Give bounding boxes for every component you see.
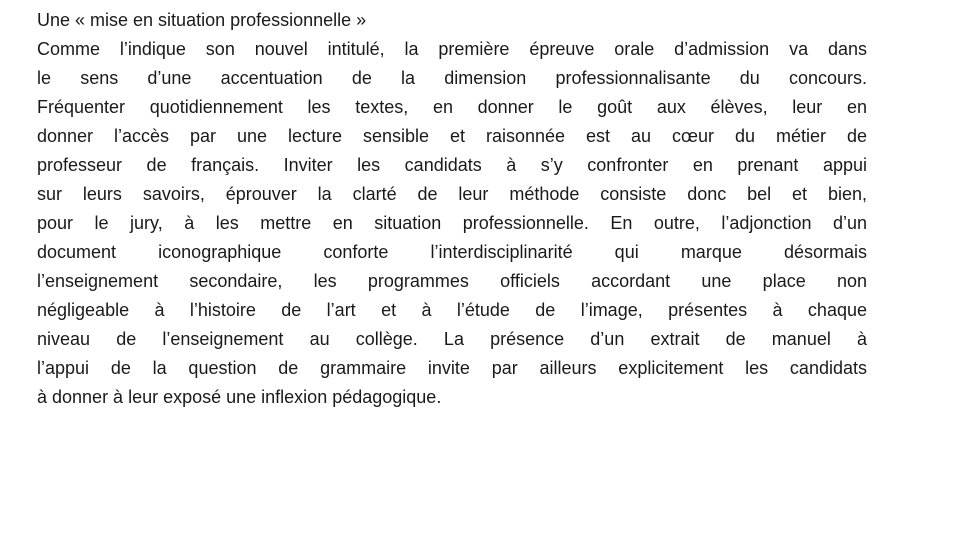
text-line: pour le jury, à les mettre en situation professionnelle. En outre, l’adjonction d’un [37,213,867,233]
text-line: Comme l’indique son nouvel intitulé, la première épreuve orale d’admission va dans [37,39,867,59]
text-line: sur leurs savoirs, éprouver la clarté de leur méthode consiste donc bel et bien, [37,184,867,204]
text-line: Fréquenter quotidiennement les textes, en donner le goût aux élèves, leur en [37,97,867,117]
text-line: l’enseignement secondaire, les programmes officiels accordant une place non [37,271,867,291]
text-line: négligeable à l’histoire de l’art et à l’étude de l’image, présentes à chaque [37,300,867,320]
text-line: document iconographique conforte l’interdisciplinarité qui marque désormais [37,242,867,262]
text-line: niveau de l’enseignement au collège. La présence d’un extrait de manuel à [37,329,867,349]
text-line: professeur de français. Inviter les candidats à s’y confronter en prenant appui [37,155,867,175]
text-line: à donner à leur exposé une inflexion pédagogique. [37,387,442,407]
text-block [37,6,867,412]
text-line: l’appui de la question de grammaire invite par ailleurs explicitement les candidats [37,358,867,378]
text-line: le sens d’une accentuation de la dimension professionnalisante du concours. [37,68,867,88]
document-title: Une « mise en situation professionnelle » [37,10,367,30]
text-line: donner l’accès par une lecture sensible et raisonnée est au cœur du métier de [37,126,867,146]
